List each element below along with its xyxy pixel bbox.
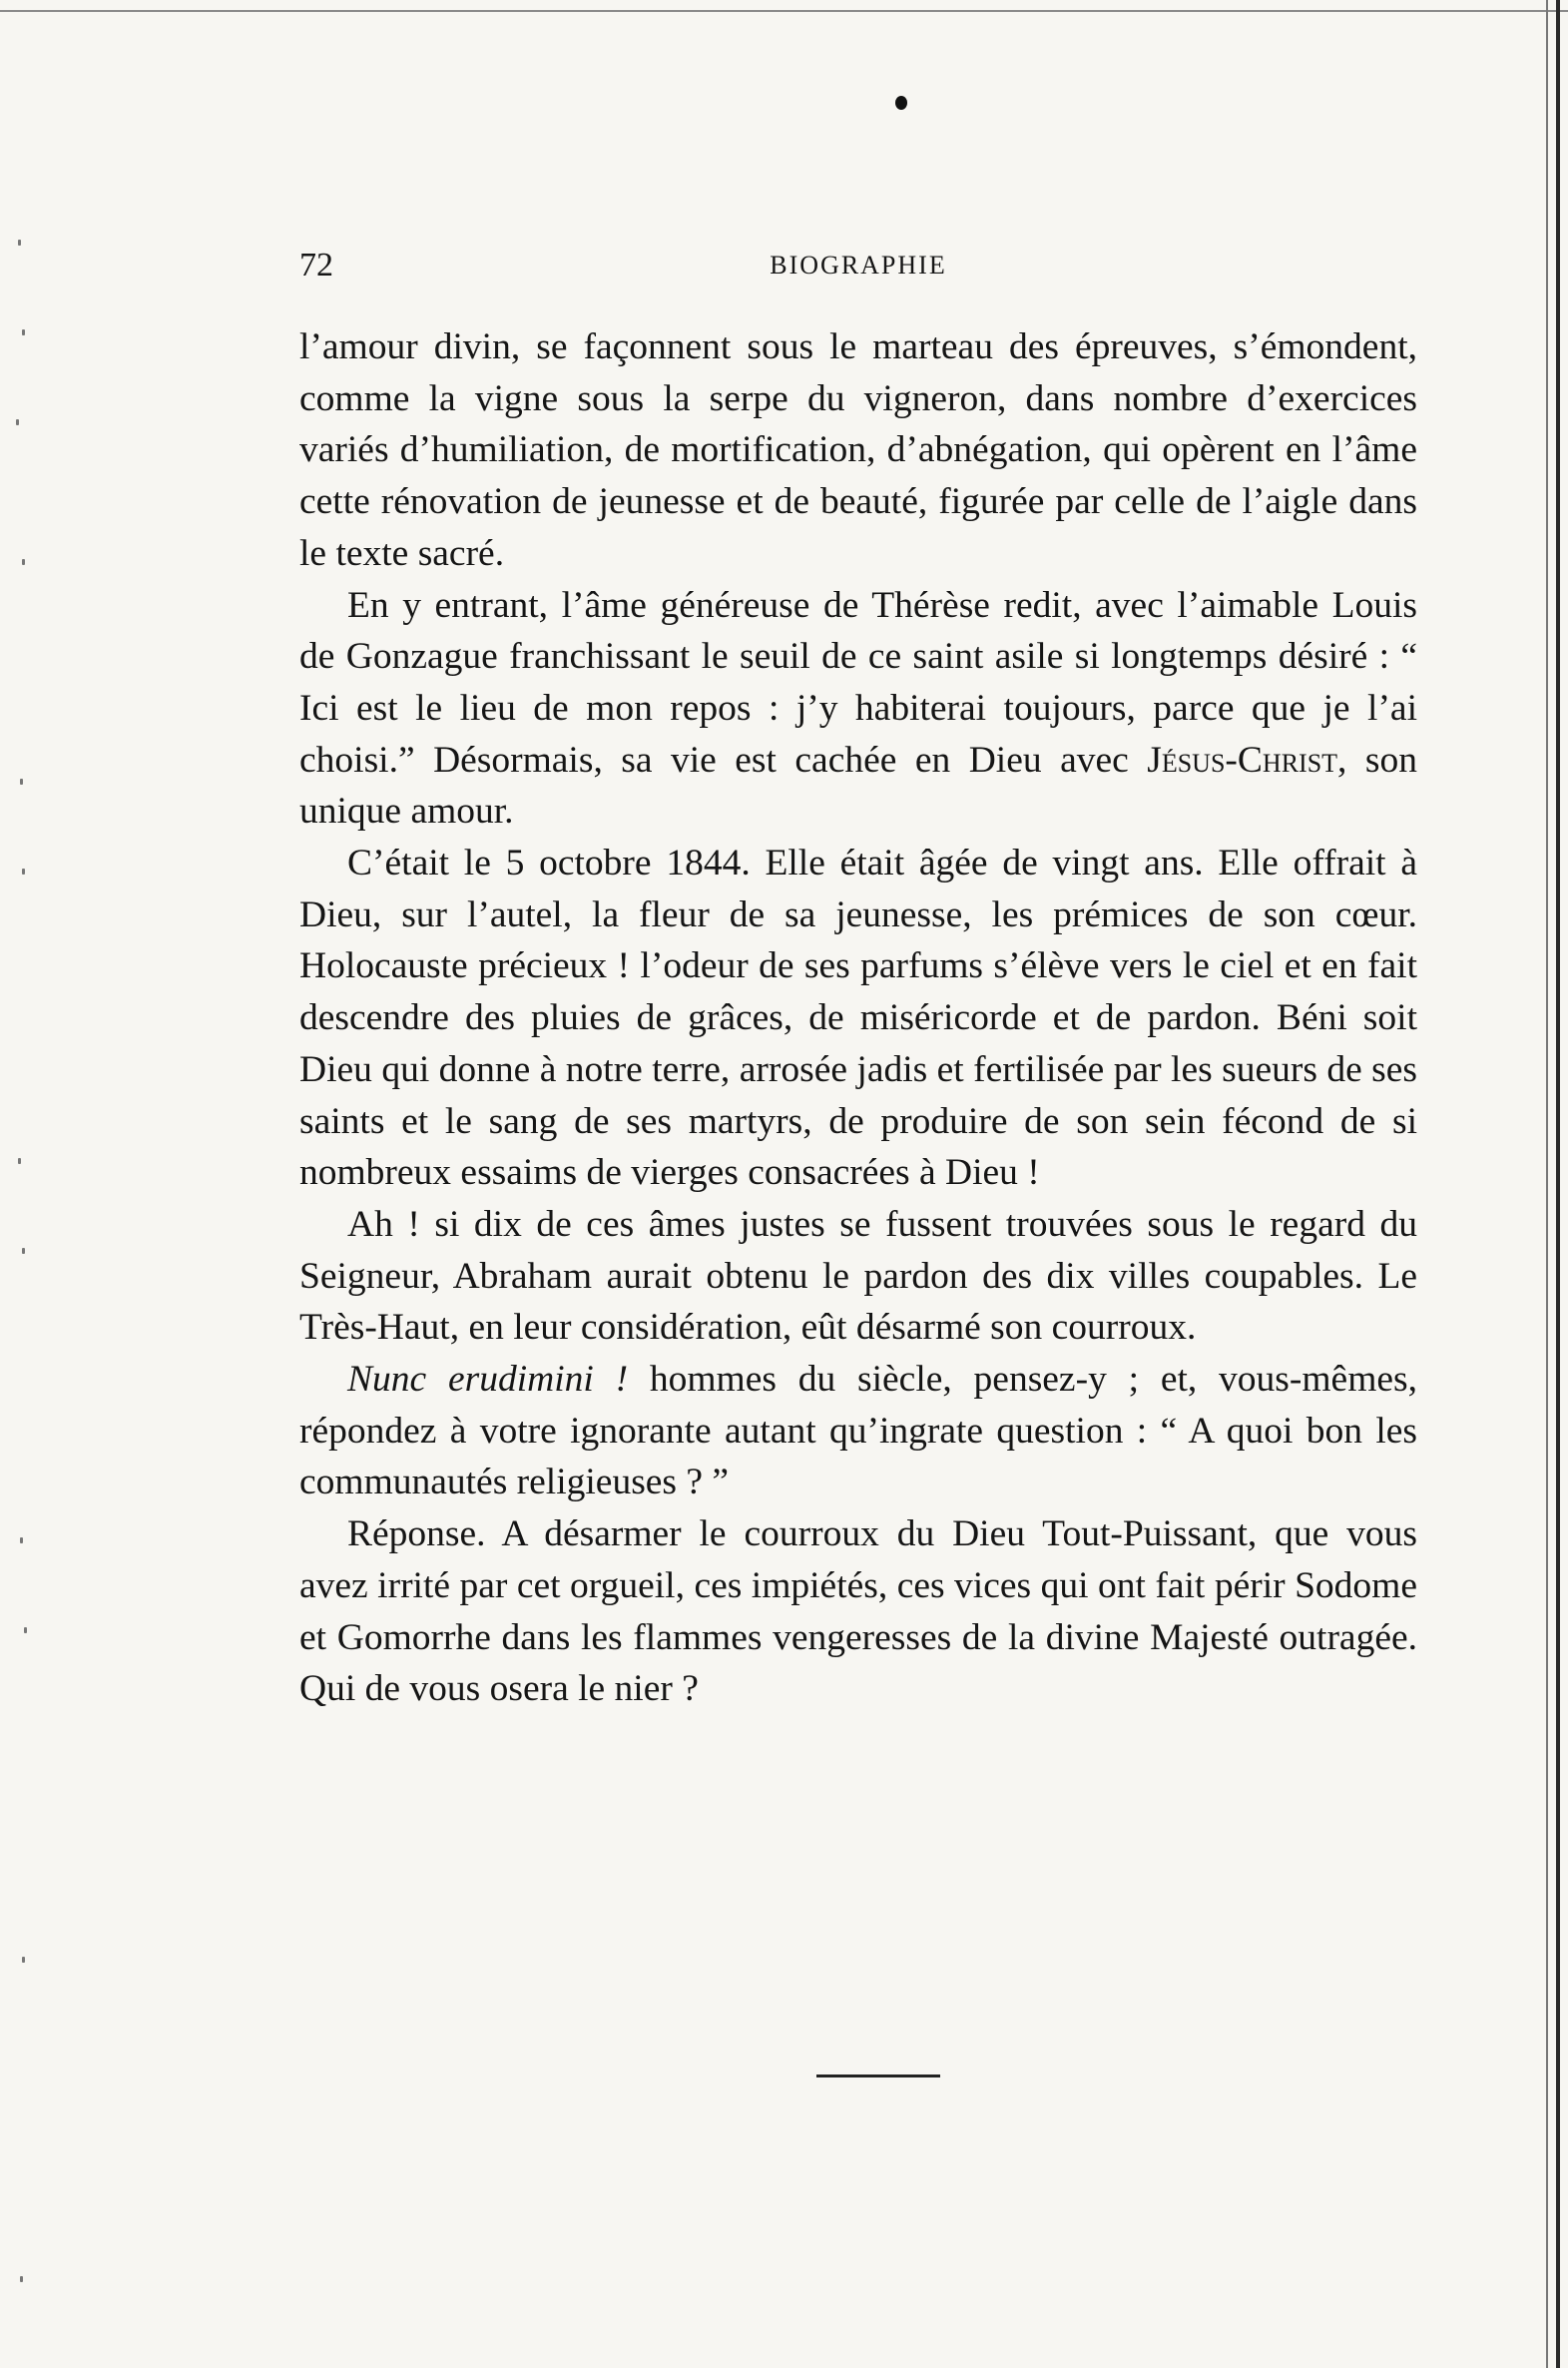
margin-speck [24, 1627, 27, 1633]
body-text [299, 321, 1417, 1715]
margin-speck [22, 869, 25, 875]
paragraph-continued: l’amour divin, se façonnent sous le marteau des épreuves, s’émondent, comme la vigne sous la serpe du vigneron, dans nombre d’exercices variés d’humiliation, de mortification, d’abnégation, qui opèrent en l’âme cette rénovation de jeunesse et de beauté, figurée par celle de l’aigle dans le texte sacré. [299, 326, 1417, 574]
paragraph: C’était le 5 octobre 1844. Elle était âgée de vingt ans. Elle offrait à Dieu, sur l’autel, la fleur de sa jeunesse, les prémices de son cœur. Holocauste précieux ! l’odeur de ses parfums s’élève vers le ciel et en fait descendre des pluies de grâces, de miséricorde et de pardon. Béni soit Dieu qui donne à notre terre, arrosée jadis et fertilisée par les sueurs de ses saints et le sang de ses martyrs, de produire de son sein fécond de si nombreux essaims de vierges consacrées à Dieu ! [299, 843, 1417, 1194]
proper-name: Jésus-Christ [1147, 739, 1338, 781]
margin-speck [22, 559, 25, 565]
margin-speck [22, 329, 25, 335]
margin-speck [22, 1957, 25, 1963]
margin-speck [18, 1158, 21, 1164]
margin-speck [20, 779, 23, 785]
margin-speck [20, 2276, 23, 2282]
latin-phrase: Nunc erudimini ! [347, 1359, 629, 1401]
paragraph [299, 580, 1417, 839]
running-head [299, 247, 1417, 287]
page-right-edge [1556, 0, 1560, 2368]
left-margin-specks [10, 0, 40, 2368]
paragraph-text: En y entrant, l’âme généreuse de Thérèse redit, avec l’aimable Louis de Gonzague franchissant le seuil de ce saint asile si longtemps désiré : “ Ici est le lieu de mon repos : j’y habiterai toujours, parce que je l’ai choisi.” Désormais, sa vie est cachée en Dieu avec [299, 584, 1417, 781]
margin-speck [22, 1248, 25, 1254]
margin-speck [16, 419, 19, 425]
paragraph: Réponse. A désarmer le courroux du Dieu Tout-Puissant, que vous avez irrité par cet orgueil, ces impiétés, ces vices qui ont fait périr Sodome et Gomorrhe dans les flammes vengeresses de la divine Majesté outragée. Qui de vous osera le nier ? [299, 1513, 1417, 1710]
margin-speck [20, 1537, 23, 1543]
margin-speck [18, 240, 21, 246]
running-title: BIOGRAPHIE [770, 251, 947, 280]
paragraph [299, 1354, 1417, 1508]
ink-dot-mark [895, 96, 907, 110]
paragraph-text: hommes du siècle, pensez-y ; et, vous-mêmes, répondez à votre ignorante autant qu’ingrate question : “ A quoi bon les communautés religieuses ? ” [299, 1359, 1417, 1503]
paragraph-text: , son unique amour. [299, 739, 1417, 833]
section-end-rule [816, 2074, 940, 2077]
page-number: 72 [299, 247, 333, 284]
page-right-edge-shadow [1546, 0, 1548, 2368]
page-top-edge [0, 10, 1568, 12]
paragraph: Ah ! si dix de ces âmes justes se fussent trouvées sous le regard du Seigneur, Abraham aurait obtenu le pardon des dix villes coupables. Le Très-Haut, en leur considération, eût désarmé son courroux. [299, 1203, 1417, 1349]
